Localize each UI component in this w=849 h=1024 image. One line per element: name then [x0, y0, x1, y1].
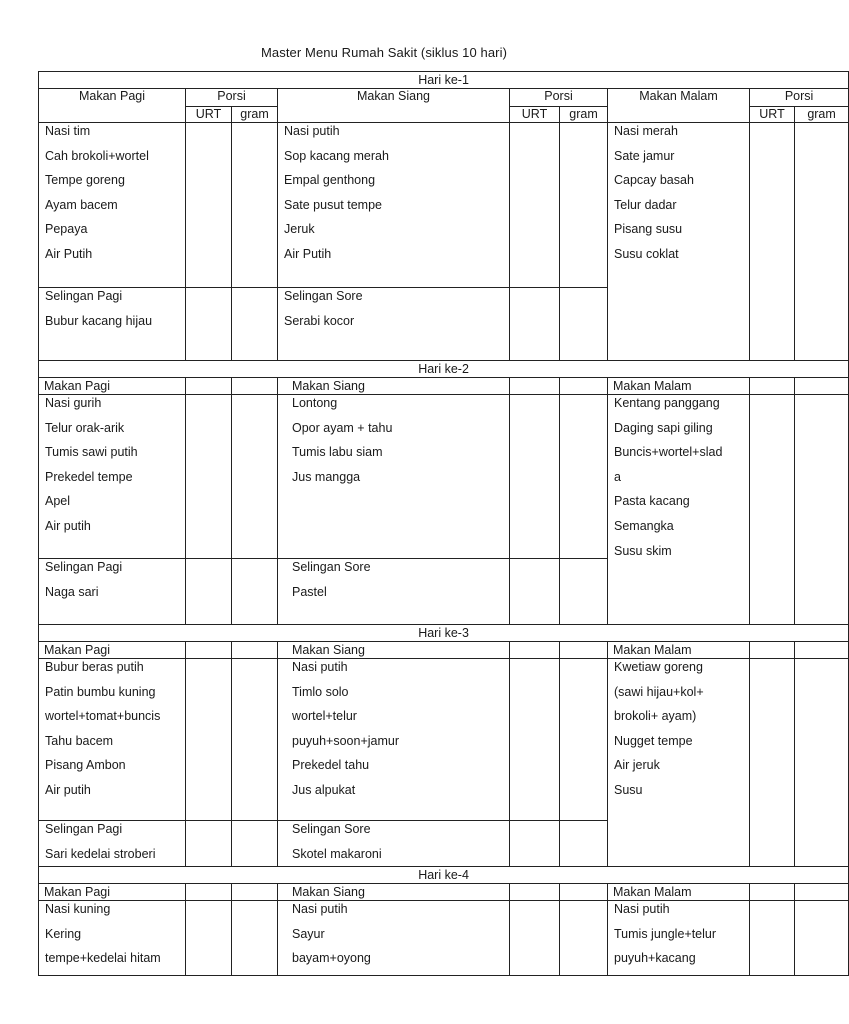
menu-item: Apel — [45, 494, 71, 509]
menu-item: Ayam bacem — [45, 197, 118, 212]
selingan-sore-label: Selingan Sore — [292, 560, 371, 574]
makan-pagi-label: Makan Pagi — [39, 884, 186, 901]
day-4-meal-labels — [39, 884, 849, 901]
menu-item: Telur dadar — [614, 197, 677, 212]
day-3-meal-labels — [39, 642, 849, 659]
makan-malam-label: Makan Malam — [608, 884, 750, 901]
selingan-pagi-label: Selingan Pagi — [45, 289, 123, 303]
day-3-pagi-items — [39, 659, 186, 821]
day-1-malam-items — [608, 123, 750, 361]
day-3-malam-items — [608, 659, 750, 867]
menu-item: Tahu bacem — [45, 733, 114, 748]
menu-item: Sayur — [292, 926, 325, 941]
menu-item: Nasi putih — [292, 660, 348, 674]
menu-item: Semangka — [614, 518, 674, 533]
menu-item: Susu skim — [614, 543, 672, 558]
menu-item: Air putih — [45, 518, 91, 533]
day-3-selingan-sore — [278, 821, 510, 867]
makan-malam-label: Makan Malam — [608, 642, 750, 659]
selingan-pagi-label: Selingan Pagi — [45, 822, 123, 836]
menu-item: Nasi merah — [614, 124, 678, 138]
menu-item: Nasi putih — [292, 902, 348, 916]
day-2-selingan-pagi — [39, 559, 186, 625]
menu-item: Bubur kacang hijau — [45, 313, 153, 328]
makan-pagi-label: Makan Pagi — [39, 642, 186, 659]
day-2-meal-labels — [39, 378, 849, 395]
document-title: Master Menu Rumah Sakit (siklus 10 hari) — [260, 45, 508, 60]
makan-siang-header: Makan Siang — [278, 89, 510, 123]
day-2-siang-items — [278, 395, 510, 559]
menu-item: Nasi putih — [284, 124, 340, 138]
menu-item: Capcay basah — [614, 173, 694, 188]
day-3-selingan-pagi — [39, 821, 186, 867]
day-4-header-row — [39, 867, 849, 884]
menu-item: Sari kedelai stroberi — [45, 846, 156, 861]
menu-item: wortel+telur — [292, 709, 357, 724]
urt-header: URT — [750, 107, 795, 123]
menu-item: Nasi gurih — [45, 396, 102, 410]
menu-item: Nugget tempe — [614, 733, 693, 748]
day-2-meals-row — [39, 395, 849, 559]
menu-item: Sate jamur — [614, 148, 675, 163]
menu-item: Nasi tim — [45, 124, 91, 138]
selingan-sore-label: Selingan Sore — [292, 822, 371, 836]
menu-item: Naga sari — [45, 584, 99, 599]
menu-item: Jus alpukat — [292, 782, 356, 797]
day-1-header-row — [39, 72, 849, 89]
day-4-label: Hari ke-4 — [39, 867, 849, 884]
menu-item: Tempe goreng — [45, 173, 125, 188]
porsi-header: Porsi — [510, 89, 608, 107]
day-1-siang-items — [278, 123, 510, 288]
menu-item: Buncis+wortel+slad — [614, 445, 723, 460]
makan-pagi-header: Makan Pagi — [39, 89, 186, 123]
menu-item: Tumis labu siam — [292, 445, 383, 460]
menu-item: puyuh+kacang — [614, 951, 696, 966]
day-3-siang-items — [278, 659, 510, 821]
menu-item: Sate pusut tempe — [284, 197, 382, 212]
menu-item: wortel+tomat+buncis — [45, 709, 161, 724]
porsi-header: Porsi — [750, 89, 849, 107]
makan-pagi-label: Makan Pagi — [39, 378, 186, 395]
makan-siang-label: Makan Siang — [278, 642, 510, 659]
menu-item: Tumis jungle+telur — [614, 926, 717, 941]
day-2-selingan-sore — [278, 559, 510, 625]
day-4-siang-items — [278, 901, 510, 976]
day-4-meals-row — [39, 901, 849, 976]
menu-item: Kwetiaw goreng — [614, 660, 703, 674]
menu-item: Kentang panggang — [614, 396, 720, 410]
menu-item: a — [614, 469, 621, 484]
day-4-malam-items — [608, 901, 750, 976]
gram-header: gram — [232, 107, 278, 123]
day-3-label: Hari ke-3 — [39, 625, 849, 642]
menu-item: Air Putih — [284, 246, 332, 261]
menu-item: Pisang Ambon — [45, 758, 126, 773]
menu-item: Sop kacang merah — [284, 148, 389, 163]
porsi-header: Porsi — [186, 89, 278, 107]
menu-item: Cah brokoli+wortel — [45, 148, 149, 163]
day-2-malam-items — [608, 395, 750, 625]
day-1-column-headers — [39, 89, 849, 107]
makan-siang-label: Makan Siang — [278, 884, 510, 901]
menu-item: Prekedel tahu — [292, 758, 370, 773]
menu-item: Kering — [45, 926, 82, 941]
menu-item: Tumis sawi putih — [45, 445, 138, 460]
menu-item: Opor ayam + tahu — [292, 420, 393, 435]
menu-item: tempe+kedelai hitam — [45, 951, 161, 966]
day-1-selingan-sore — [278, 288, 510, 361]
day-1-pagi-items — [39, 123, 186, 288]
menu-item: Air putih — [45, 782, 91, 797]
selingan-sore-label: Selingan Sore — [284, 289, 363, 303]
menu-item: bayam+oyong — [292, 951, 371, 966]
makan-siang-label: Makan Siang — [278, 378, 510, 395]
menu-item: Air Putih — [45, 246, 93, 261]
day-2-header-row — [39, 361, 849, 378]
gram-header: gram — [795, 107, 849, 123]
menu-item: Jus mangga — [292, 469, 361, 484]
menu-item: Nasi kuning — [45, 902, 111, 916]
day-3-header-row — [39, 625, 849, 642]
urt-header: URT — [186, 107, 232, 123]
makan-malam-header: Makan Malam — [608, 89, 750, 123]
menu-item: Pisang susu — [614, 222, 683, 237]
day-1-label: Hari ke-1 — [39, 72, 849, 89]
menu-item: Lontong — [292, 396, 338, 410]
menu-item: Serabi kocor — [284, 313, 355, 328]
menu-item: Pasta kacang — [614, 494, 690, 509]
menu-item: Pepaya — [45, 222, 88, 237]
menu-item: Jeruk — [284, 222, 315, 237]
menu-item: puyuh+soon+jamur — [292, 733, 400, 748]
menu-item: Daging sapi giling — [614, 420, 713, 435]
day-2-label: Hari ke-2 — [39, 361, 849, 378]
makan-malam-label: Makan Malam — [608, 378, 750, 395]
menu-item: Pastel — [292, 584, 327, 599]
menu-item: Timlo solo — [292, 684, 349, 699]
urt-header: URT — [510, 107, 560, 123]
gram-header: gram — [560, 107, 608, 123]
menu-item: Skotel makaroni — [292, 846, 382, 861]
menu-item: Empal genthong — [284, 173, 376, 188]
menu-item: Bubur beras putih — [45, 660, 144, 674]
day-4-pagi-items — [39, 901, 186, 976]
menu-item: Air jeruk — [614, 758, 660, 773]
selingan-pagi-label: Selingan Pagi — [45, 560, 123, 574]
day-1-meals-row — [39, 123, 849, 288]
menu-item: Prekedel tempe — [45, 469, 133, 484]
menu-item: brokoli+ ayam) — [614, 709, 697, 724]
menu-item: Susu coklat — [614, 246, 679, 261]
day-3-meals-row — [39, 659, 849, 821]
menu-item: Patin bumbu kuning — [45, 684, 156, 699]
menu-item: (sawi hijau+kol+ — [614, 684, 704, 699]
menu-table — [38, 71, 849, 976]
day-1-selingan-pagi — [39, 288, 186, 361]
menu-item: Nasi putih — [614, 902, 670, 916]
day-2-pagi-items — [39, 395, 186, 559]
menu-item: Susu — [614, 782, 643, 797]
menu-item: Telur orak-arik — [45, 420, 125, 435]
